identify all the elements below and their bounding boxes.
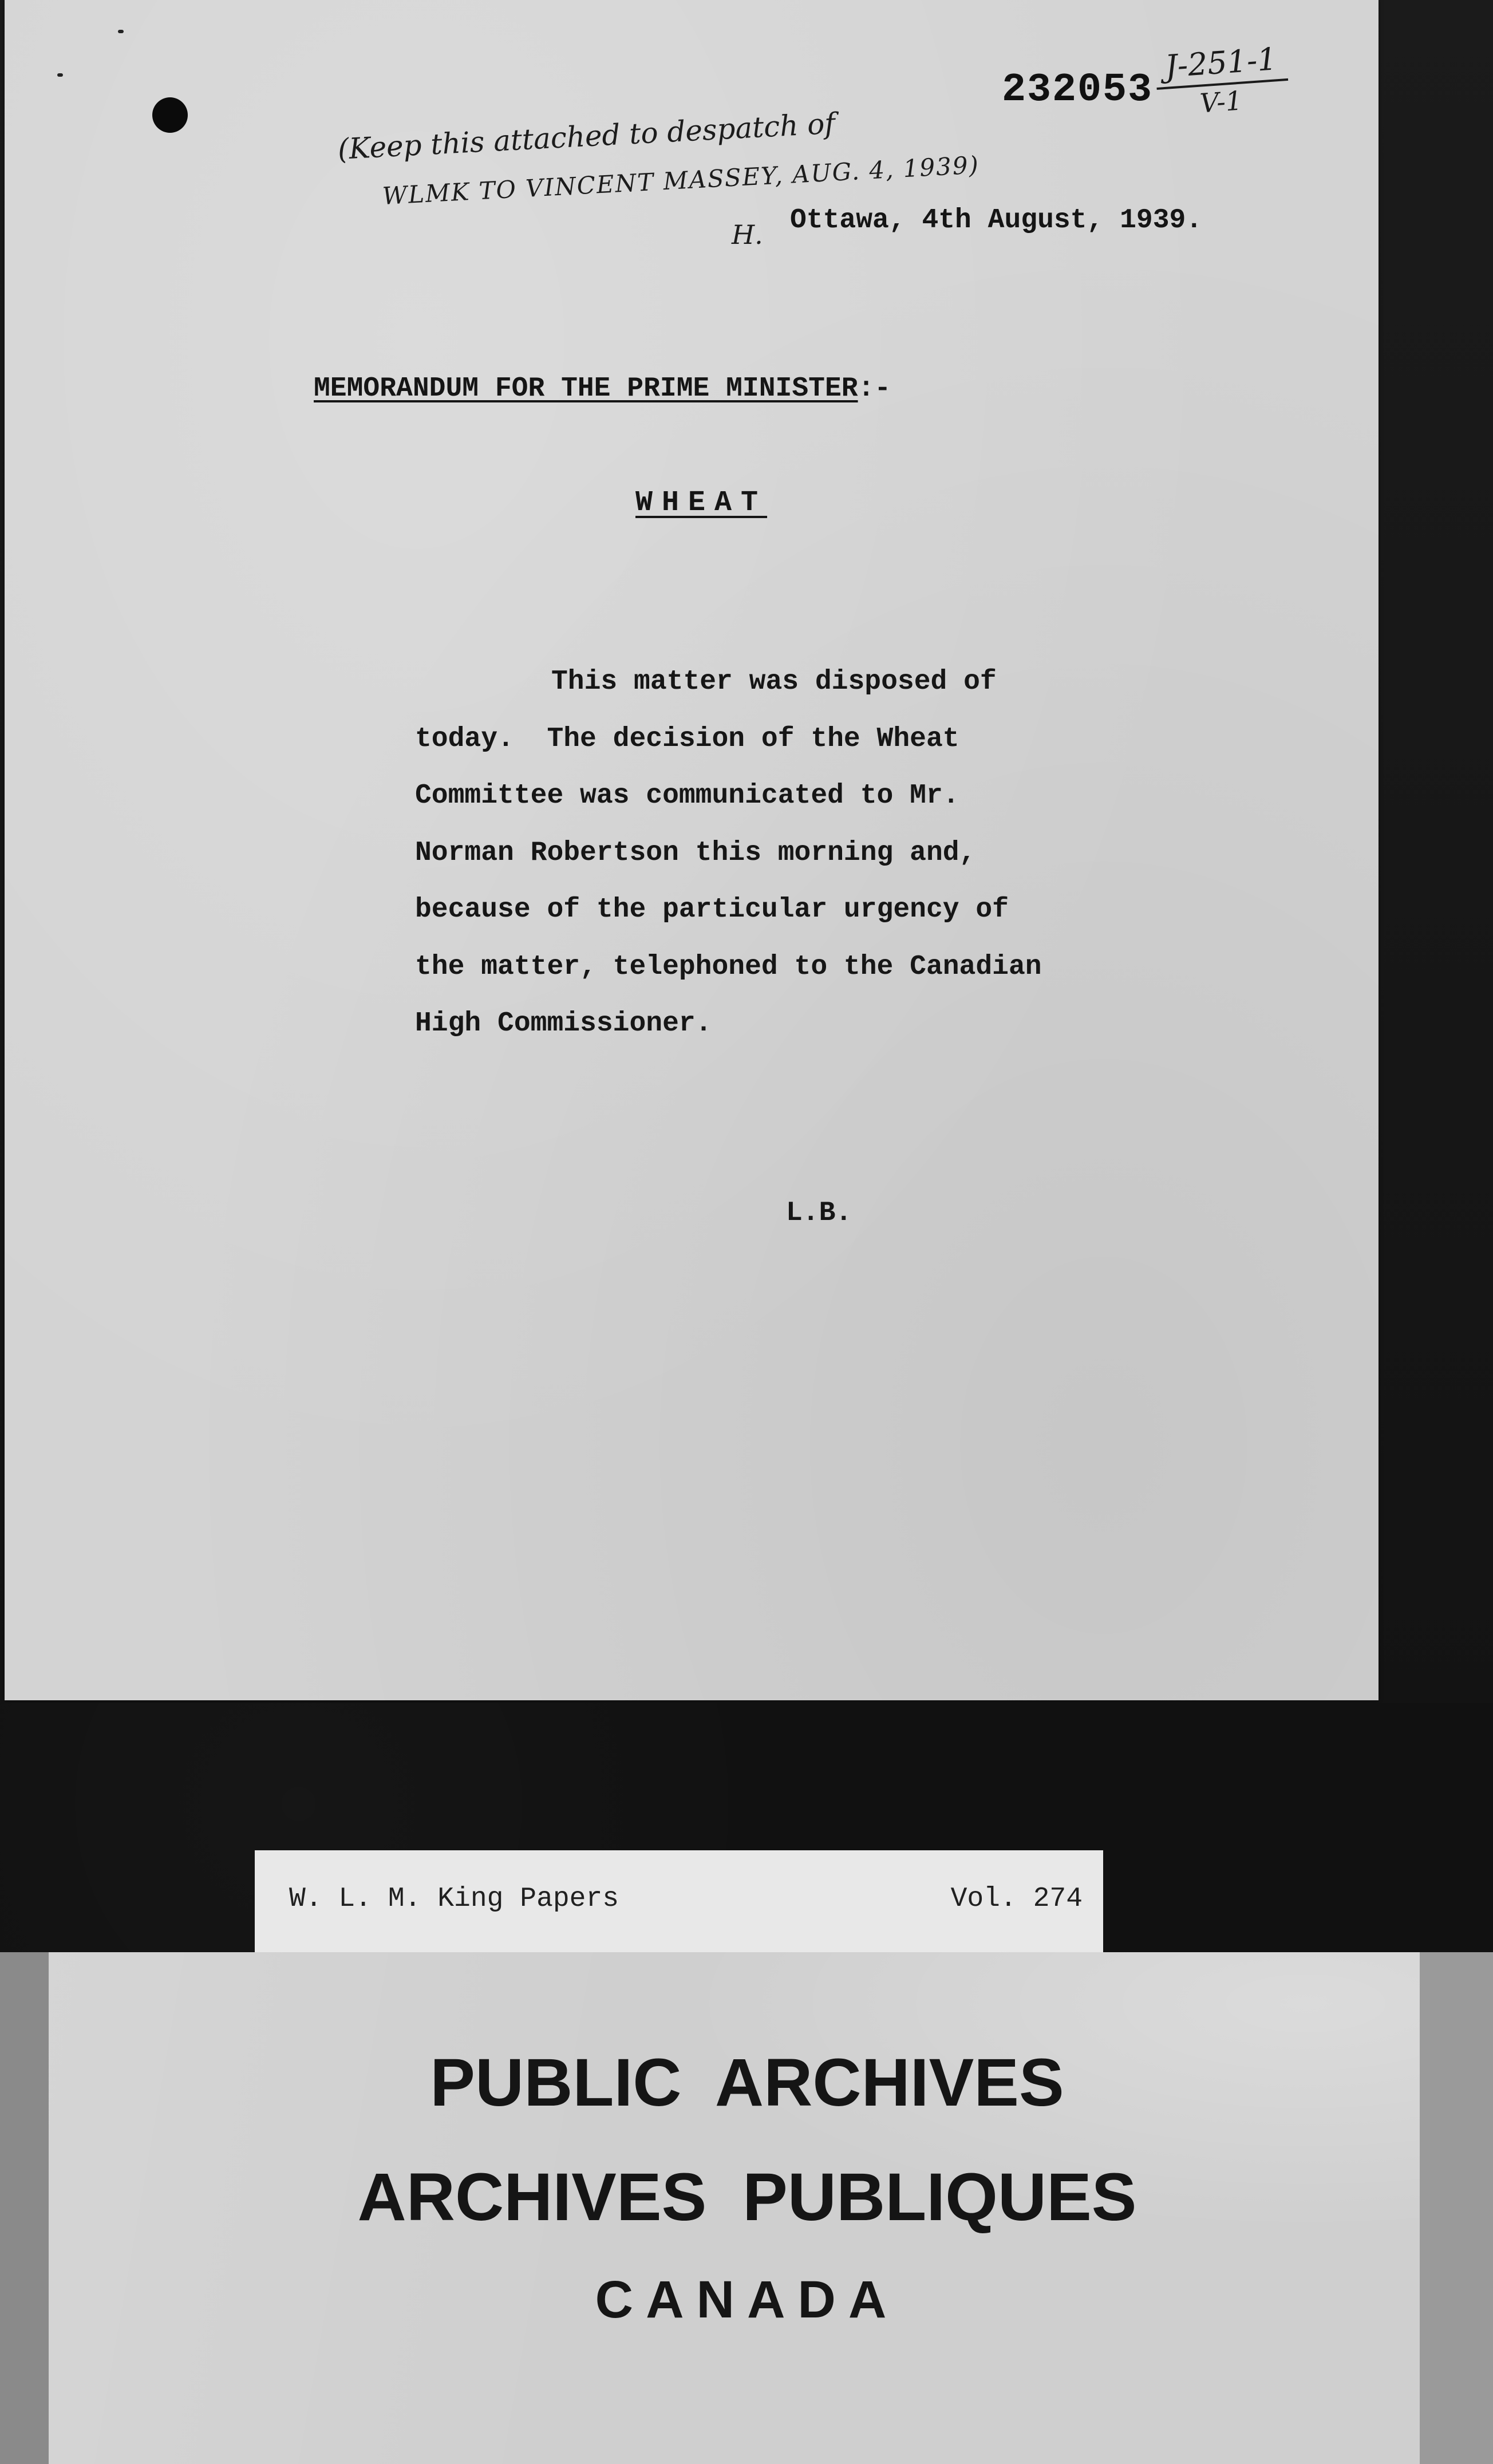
file-reference bbox=[1155, 41, 1287, 119]
document-number: 232053 bbox=[1002, 68, 1154, 113]
body-line: Committee was communicated to Mr. bbox=[415, 780, 959, 811]
memo-body bbox=[415, 654, 1113, 1053]
handwritten-initial: H. bbox=[732, 219, 763, 250]
signature-initials: L.B. bbox=[786, 1198, 852, 1229]
body-line: the matter, telephoned to the Canadian bbox=[415, 951, 1042, 982]
body-line: Norman Robertson this morning and, bbox=[415, 837, 976, 868]
dateline: Ottawa, 4th August, 1939. bbox=[790, 205, 1203, 236]
card-left-edge bbox=[0, 1952, 49, 2464]
memo-subject: WHEAT bbox=[635, 487, 768, 519]
paper-speck bbox=[57, 73, 63, 77]
body-line: This matter was disposed of bbox=[551, 666, 997, 697]
file-reference-top: J-251-1 bbox=[1154, 40, 1288, 90]
memo-heading bbox=[314, 373, 891, 404]
punch-hole bbox=[152, 97, 188, 133]
file-reference-bottom: V-1 bbox=[1199, 85, 1243, 119]
handwritten-note-line2: WLMK TO VINCENT MASSEY, AUG. 4, 1939) bbox=[381, 151, 981, 210]
memo-heading-suffix: :- bbox=[858, 373, 891, 404]
body-line: because of the particular urgency of bbox=[415, 894, 1009, 925]
collection-name: W. L. M. King Papers bbox=[289, 1883, 619, 1914]
archives-stamp-line1: PUBLIC ARCHIVES bbox=[430, 2045, 1064, 2121]
handwritten-note-line1: (Keep this attached to despatch of bbox=[337, 106, 836, 166]
memo-heading-title: MEMORANDUM FOR THE PRIME MINISTER bbox=[314, 373, 858, 404]
body-line: High Commissioner. bbox=[415, 1008, 712, 1039]
paper-speck bbox=[118, 30, 124, 33]
collection-label bbox=[255, 1850, 1103, 1954]
body-line: today. The decision of the Wheat bbox=[415, 723, 959, 755]
volume-number: Vol. 274 bbox=[950, 1883, 1083, 1914]
archives-stamp-line3: CANADA bbox=[595, 2270, 899, 2329]
archives-stamp-line2: ARCHIVES PUBLIQUES bbox=[357, 2159, 1137, 2235]
